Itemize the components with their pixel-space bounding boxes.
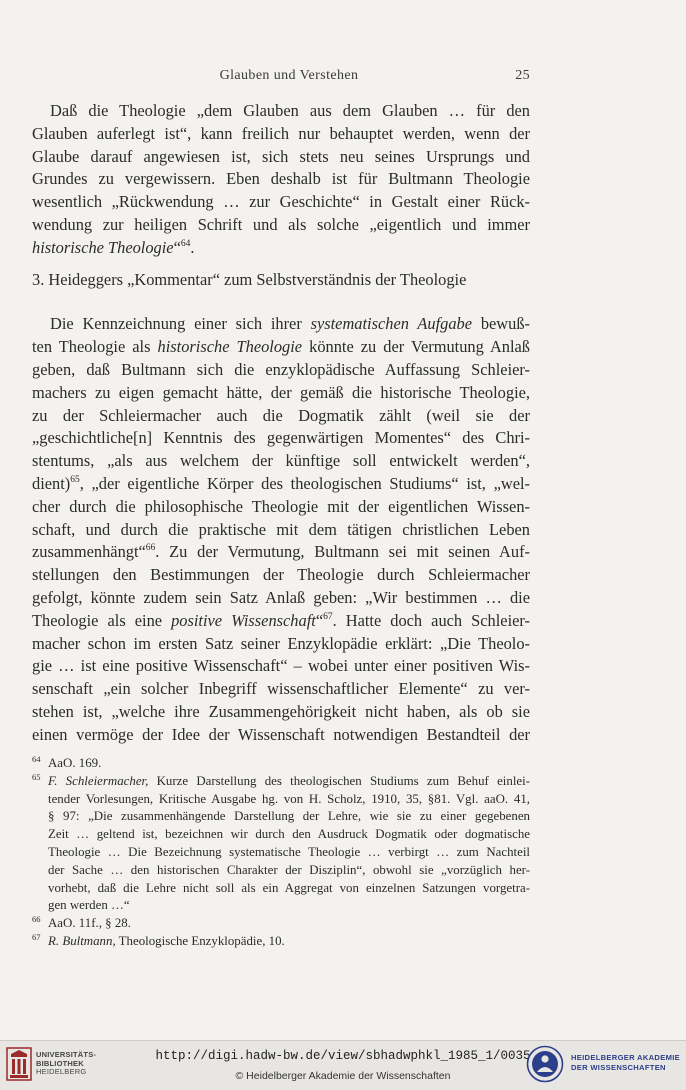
text-line: machers zu eigen gemacht hätte, der gemäß die historische Theologie, xyxy=(32,382,530,402)
italic-phrase: positive Wissenschaft xyxy=(171,610,316,630)
footnote-text: tender Vorlesungen, Kritische Ausgabe hg. von H. Scholz, 1910, 35, §81. Vgl. aaO. 41, xyxy=(48,791,530,806)
academy-seal-icon[interactable] xyxy=(526,1045,564,1083)
text-line: Grundes zu vergewissern. Eben deshalb ist für Bultmann Theologie xyxy=(32,169,530,189)
library-name: UNIVERSITÄTS- BIBLIOTHEK HEIDELBERG xyxy=(36,1050,97,1076)
text-line: schaft, und durch die praktische mit dem tätigen christlichen Leben xyxy=(32,519,530,539)
text-line: senschaft „ein solcher Inbegriff wissenschaftlicher Elemente“ zu ver- xyxy=(32,679,530,699)
section-heading: 3. Heideggers „Kommentar“ zum Selbstverständnis der Theologie xyxy=(32,269,467,289)
text-line: stentums, „als aus welchem der künftige soll entwickelt werden“, xyxy=(32,451,530,471)
author-name: R. Bultmann, xyxy=(48,933,116,948)
running-title: Glauben und Verstehen xyxy=(219,68,359,83)
italic-phrase: historische Theologie xyxy=(32,237,174,257)
text-line: zusammenhängt“$^{66}$. Zu der Vermutung, Bultmann sei mit seinen Auf- xyxy=(32,542,530,562)
text-line: zu der Schleiermacher auch die Dogmatik zählt (weil sie der xyxy=(32,405,530,425)
footnote-text: Theologie … Die Bezeichnung systematische Theologie … verbirgt … zum Nachteil xyxy=(48,844,530,859)
paragraph-2 xyxy=(32,313,530,746)
page-number: 25 xyxy=(515,68,530,83)
italic-phrase: systematischen Aufgabe xyxy=(310,314,473,334)
text-line: Glaube darauf angewiesen ist, sich stets neu seines Ursprungs und xyxy=(32,146,530,166)
text-line: wendung zur heiligen Schrift und als solche „eigentlich und immer xyxy=(32,214,530,234)
footnote-ref-64[interactable]: 64 xyxy=(180,238,191,249)
text-line: macher schon im ersten Satz seiner Enzyklopädie erklärt: „Die Theolo- xyxy=(32,633,530,653)
text-line: Glauben auferlegt ist“, kann freilich nur behauptet werden, wenn der xyxy=(32,123,530,143)
viewer-footer xyxy=(0,1040,686,1090)
text-line: Daß die Theologie „dem Glauben aus dem Glauben … für den xyxy=(50,101,530,120)
footnote-ref-67[interactable]: 67 xyxy=(323,611,333,622)
footnote-text: § 97: „Die zusammenhängende Darstellung der Lehre, wie sie zu einer gegebenen xyxy=(48,809,530,824)
text-line: wesentlich „Rückwendung … zur Geschichte“ in Gestalt einer Rück- xyxy=(32,192,530,212)
text-line: gefolgt, könnte zudem sein Satz Anlaß geben: „Wir bestimmen … die xyxy=(32,587,530,607)
paragraph-1 xyxy=(32,100,530,260)
footnote-text: Zeit … geltend ist, bezeichnen wir durch den Ausdruck Dogmatik oder dogmatische xyxy=(48,827,530,842)
footnote-text: vorhebt, daß die Lehre nicht soll als ein Aggregat von einzelnen Satzungen vorgetra- xyxy=(48,880,530,895)
footnote-ref-65[interactable]: 65 xyxy=(70,474,80,485)
text-line: geben, daß Bultmann sich die enzyklopädische Auffassung Schleier- xyxy=(32,359,530,379)
academy-name: HEIDELBERGER AKADEMIE DER WISSENSCHAFTEN xyxy=(571,1053,680,1072)
footnote-number: 67 xyxy=(32,931,41,942)
footnote-text: R. Bultmann, Theologische Enzyklopädie, 10. xyxy=(48,933,285,948)
footnote-text: F. Schleiermacher, Kurze Darstellung des theologischen Studiums zum Behuf einlei- xyxy=(48,773,530,788)
footnote-text: AaO. 169. xyxy=(48,756,102,770)
footnote-ref-66[interactable]: 66 xyxy=(145,543,156,554)
page-url-link[interactable]: http://digi.hadw-bw.de/view/sbhadwphkl_1985_1/0035 xyxy=(155,1049,531,1063)
text-line: dient)$^{65}$, „der eigentliche Körper des theologischen Studiums“ ist, „wel- xyxy=(32,473,530,493)
main-text xyxy=(32,100,530,747)
italic-phrase: historische Theologie xyxy=(157,337,303,357)
copyright-text: © Heidelberger Akademie der Wissenschaften xyxy=(235,1070,451,1082)
text-line: stehen ist, „welche ihre Zusammengehörigkeit nicht haben, als ob sie xyxy=(32,701,530,721)
footnote-text: AaO. 11f., § 28. xyxy=(48,916,131,931)
text-line: „geschichtliche[n] Kenntnis des gegenwärtigen Momentes“ des Chri- xyxy=(32,428,530,448)
footnote-66 xyxy=(32,915,530,933)
text-line: ten Theologie als historische Theologie könnte zu der Vermutung Anlaß xyxy=(32,337,530,357)
text-line: gie … ist eine positive Wissenschaft“ – wobei unter einer positiven Wis- xyxy=(32,656,530,676)
text-line: historische Theologie“$^{64}$. xyxy=(32,237,195,257)
text-line: Theologie als eine positive Wissenschaft“$^{67}$. Hatte doch auch Schleier- xyxy=(32,610,530,630)
text-line: stellungen den Bestimmungen der Theologie durch Schleiermacher xyxy=(32,565,530,585)
footnote-65 xyxy=(32,773,530,915)
author-name: F. Schleiermacher, xyxy=(48,773,149,788)
footnote-text: der Sache … den historischen Charakter der Disziplin“, obwohl sie „vorzüglich her- xyxy=(48,862,530,877)
text-line: einen vermöge der Idee der Wissenschaft notwendigen Bestandteil der xyxy=(32,724,530,744)
footnotes xyxy=(32,755,530,951)
text-line: cher durch die philosophische Theologie mit der eigentlichen Wissen- xyxy=(32,496,530,516)
footnote-number: 66 xyxy=(32,914,41,925)
footnote-64 xyxy=(32,755,530,773)
footnote-number: 65 xyxy=(32,771,41,782)
footnote-67 xyxy=(32,933,530,951)
text-line: Die Kennzeichnung einer sich ihrer systematischen Aufgabe bewuß- xyxy=(50,314,530,334)
footnote-text: gen werden …“ xyxy=(48,898,130,913)
footnote-number: 64 xyxy=(32,754,41,764)
